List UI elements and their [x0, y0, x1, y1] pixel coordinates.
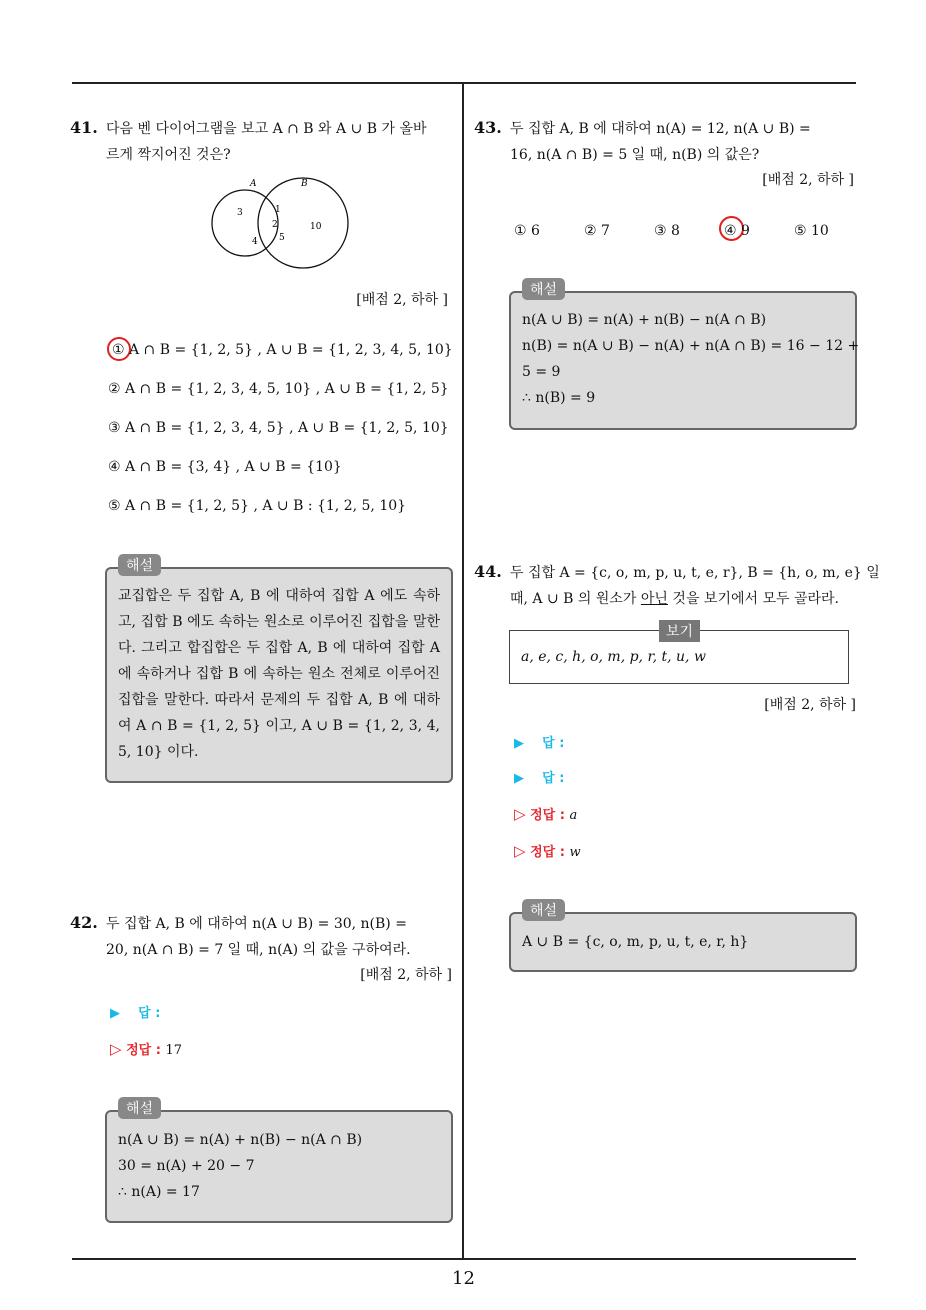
q44-meta: [배점 2, 하하 ] [764, 697, 856, 713]
q42-text-line1: 두 집합 A, B 에 대하여 n(A ∪ B) = 30, n(B) = [106, 916, 407, 932]
answer-arrow-icon: ▶ [514, 736, 524, 751]
page-number: 12 [452, 1268, 475, 1289]
venn-a-only-1: 3 [237, 208, 243, 218]
q43-solution-line2: n(B) = n(A ∪ B) − n(A) + n(A ∩ B) = 16 − 12 + [522, 338, 860, 354]
venn-label-a: A [250, 179, 257, 189]
answer-arrow-icon: ▶ [110, 1006, 120, 1021]
q44-answer-row-2 [514, 767, 564, 786]
q42-solution-tag: 해설 [118, 1097, 161, 1119]
q43-choice-1[interactable]: ① 6 [514, 223, 540, 239]
q41-choice-4[interactable]: ④ A ∩ B = {3, 4} , A ∪ B = {10} [108, 459, 342, 475]
q44-text-line2-underlined: 아닌 [640, 591, 668, 607]
q44-correct-value-2: w [569, 845, 581, 860]
q44-correct-value-1: a [569, 808, 578, 823]
q44-correct-label-2: 정답 : [530, 845, 565, 860]
q44-solution-tag: 해설 [522, 899, 565, 921]
q42-meta: [배점 2, 하하 ] [360, 967, 452, 983]
q43-text-line1: 두 집합 A, B 에 대하여 n(A) = 12, n(A ∪ B) = [510, 121, 811, 137]
venn-int-1: 1 [275, 205, 281, 215]
q43-solution-tag: 해설 [522, 278, 565, 300]
q42-solution-line1: n(A ∪ B) = n(A) + n(B) − n(A ∩ B) [118, 1132, 363, 1148]
venn-int-2: 2 [272, 220, 278, 230]
q41-meta: [배점 2, 하하 ] [356, 292, 448, 308]
q42-answer-row [110, 1002, 160, 1021]
q41-choice-2[interactable]: ② A ∩ B = {1, 2, 3, 4, 5, 10} , A ∪ B = {1, 2, 5} [108, 381, 449, 397]
q44-correct-row-2 [514, 841, 581, 860]
q41-text-line2: 르게 짝지어진 것은? [106, 147, 231, 163]
q44-answer-label-1: 답 : [542, 736, 565, 751]
q43-meta: [배점 2, 하하 ] [762, 172, 854, 188]
q42-solution-line2: 30 = n(A) + 20 − 7 [118, 1158, 255, 1174]
venn-a-only-2: 4 [252, 237, 258, 247]
q43-solution-line1: n(A ∪ B) = n(A) + n(B) − n(A ∩ B) [522, 312, 767, 328]
q44-correct-row-1 [514, 804, 577, 823]
q43-number: 43. [474, 118, 502, 137]
q43-choice-4[interactable]: ④ 9 [724, 223, 750, 239]
column-divider [462, 82, 464, 1260]
q41-solution-text: 교집합은 두 집합 A, B 에 대하여 집합 A 에도 속하고, 집합 B 에도 속하는 원소로 이루어진 집합을 말한다. 그리고 합집합은 두 집합 A, B 에 대하여 집합 A 에 속하거나 집합 B 에 속하는 원소 전체로 이루어진 집합을 말한다. 따라서 문제의 두 집합 A, B 에 대하여 A ∩ B = {1, 2, 5} 이고, A ∪ B = {1, 2, 3, 4, 5, 10} 이다. [118, 588, 440, 760]
q43-text-line2: 16, n(A ∩ B) = 5 일 때, n(B) 의 값은? [510, 147, 760, 163]
correct-arrow-icon: ▷ [514, 805, 526, 823]
q44-bogi-tag: 보기 [659, 620, 700, 642]
venn-b-only-1: 10 [310, 222, 322, 232]
q44-answer-label-2: 답 : [542, 771, 565, 786]
q41-text-line1: 다음 벤 다이어그램을 보고 A ∩ B 와 A ∪ B 가 올바 [106, 121, 427, 137]
q41-choice-5[interactable]: ⑤ A ∩ B = {1, 2, 5} , A ∪ B : {1, 2, 5, 10} [108, 498, 407, 514]
q42-text-line2: 20, n(A ∩ B) = 7 일 때, n(A) 의 값을 구하여라. [106, 942, 411, 958]
q43-solution-line4: ∴ n(B) = 9 [522, 390, 596, 406]
answer-arrow-icon: ▶ [514, 771, 524, 786]
q44-text-line2-pre: 때, A ∪ B 의 원소가 [510, 591, 641, 607]
q41-choice-1[interactable]: ① A ∩ B = {1, 2, 5} , A ∪ B = {1, 2, 3, 4, 5, 10} [112, 342, 453, 358]
q43-choice-3[interactable]: ③ 8 [654, 223, 680, 239]
bottom-rule [72, 1258, 856, 1260]
q42-correct-label: 정답 : [126, 1043, 161, 1058]
q41-choice-3[interactable]: ③ A ∩ B = {1, 2, 3, 4, 5} , A ∪ B = {1, 2, 5, 10} [108, 420, 449, 436]
q44-answer-row-1 [514, 732, 564, 751]
q42-answer-label: 답 : [138, 1006, 161, 1021]
q41-number: 41. [70, 118, 98, 137]
q43-choice-5[interactable]: ⑤ 10 [794, 223, 829, 239]
q44-correct-label-1: 정답 : [530, 808, 565, 823]
q41-venn-diagram [200, 170, 360, 270]
q42-number: 42. [70, 913, 98, 932]
q43-choice-2[interactable]: ② 7 [584, 223, 610, 239]
q42-correct-value: 17 [165, 1043, 182, 1058]
q44-text-line1: 두 집합 A = {c, o, m, p, u, t, e, r}, B = {h, o, m, e} 일 [510, 565, 880, 581]
correct-arrow-icon: ▷ [514, 842, 526, 860]
q44-text-line2 [510, 589, 839, 609]
top-rule [72, 82, 856, 84]
q41-solution-tag: 해설 [118, 554, 161, 576]
q44-number: 44. [474, 562, 502, 581]
correct-arrow-icon: ▷ [110, 1040, 122, 1058]
q44-text-line2-post: 것을 보기에서 모두 골라라. [667, 591, 839, 607]
venn-int-3: 5 [279, 233, 285, 243]
q44-solution-line1: A ∪ B = {c, o, m, p, u, t, e, r, h} [522, 934, 749, 950]
q43-solution-line3: 5 = 9 [522, 364, 561, 380]
q42-correct-row [110, 1039, 182, 1058]
venn-label-b: B [301, 179, 308, 189]
q44-bogi-content: a, e, c, h, o, m, p, r, t, u, w [521, 649, 706, 665]
q42-solution-line3: ∴ n(A) = 17 [118, 1184, 200, 1200]
